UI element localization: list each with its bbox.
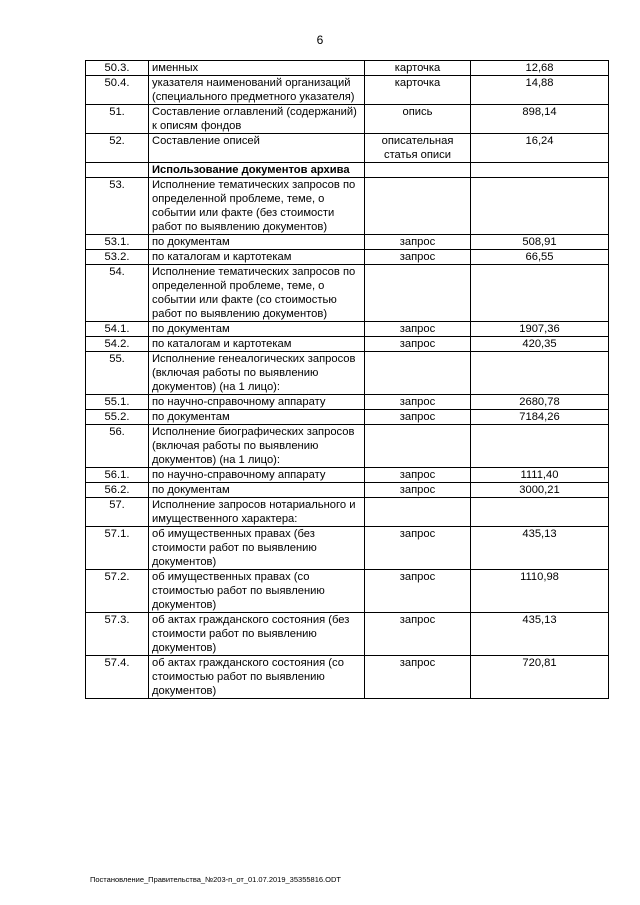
row-number-cell: 56.1. xyxy=(86,468,149,483)
table-row xyxy=(86,483,609,498)
table-row xyxy=(86,178,609,235)
table-row xyxy=(86,337,609,352)
row-number-cell: 57.4. xyxy=(86,656,149,699)
table-row xyxy=(86,61,609,76)
service-name-cell: об актах гражданского состояния (без стоимости работ по выявлению документов) xyxy=(149,613,365,656)
price-cell xyxy=(471,425,609,468)
service-name-cell: по научно-справочному аппарату xyxy=(149,468,365,483)
row-number-cell: 51. xyxy=(86,105,149,134)
service-name-cell: об имущественных правах (со стоимостью работ по выявлению документов) xyxy=(149,570,365,613)
unit-cell: запрос xyxy=(365,656,471,699)
row-number-cell: 52. xyxy=(86,134,149,163)
table-row xyxy=(86,265,609,322)
service-name-cell: об актах гражданского состояния (со стоимостью работ по выявлению документов) xyxy=(149,656,365,699)
section-header-row xyxy=(86,163,609,178)
row-number-cell: 55.2. xyxy=(86,410,149,425)
price-cell: 12,68 xyxy=(471,61,609,76)
price-cell xyxy=(471,178,609,235)
service-name-cell: Исполнение тематических запросов по определенной проблеме, теме, о событии или факте (со стоимостью работ по выявлению документов) xyxy=(149,265,365,322)
unit-cell: запрос xyxy=(365,250,471,265)
price-table-body xyxy=(86,61,609,699)
price-cell: 66,55 xyxy=(471,250,609,265)
unit-cell: карточка xyxy=(365,61,471,76)
price-cell: 1111,40 xyxy=(471,468,609,483)
price-cell: 14,88 xyxy=(471,76,609,105)
service-name-cell: Исполнение тематических запросов по определенной проблеме, теме, о событии или факте (без стоимости работ по выявлению документов) xyxy=(149,178,365,235)
unit-cell xyxy=(365,178,471,235)
unit-cell: запрос xyxy=(365,613,471,656)
unit-cell xyxy=(365,352,471,395)
unit-cell: опись xyxy=(365,105,471,134)
table-row xyxy=(86,76,609,105)
price-cell: 420,35 xyxy=(471,337,609,352)
row-number-cell: 56.2. xyxy=(86,483,149,498)
price-cell: 7184,26 xyxy=(471,410,609,425)
price-cell: 898,14 xyxy=(471,105,609,134)
unit-cell: запрос xyxy=(365,322,471,337)
row-number-cell: 54.1. xyxy=(86,322,149,337)
price-cell: 435,13 xyxy=(471,527,609,570)
unit-cell xyxy=(365,425,471,468)
service-name-cell: Исполнение запросов нотариального и имущественного характера: xyxy=(149,498,365,527)
price-table xyxy=(85,60,609,699)
service-name-cell: по документам xyxy=(149,235,365,250)
service-name-cell: по документам xyxy=(149,483,365,498)
unit-cell xyxy=(365,163,471,178)
price-cell xyxy=(471,265,609,322)
table-row xyxy=(86,352,609,395)
table-row xyxy=(86,322,609,337)
unit-cell: описательная статья описи xyxy=(365,134,471,163)
service-name-cell: именных xyxy=(149,61,365,76)
row-number-cell: 53. xyxy=(86,178,149,235)
table-row xyxy=(86,134,609,163)
row-number-cell: 53.1. xyxy=(86,235,149,250)
unit-cell: запрос xyxy=(365,468,471,483)
row-number-cell: 54.2. xyxy=(86,337,149,352)
row-number-cell: 53.2. xyxy=(86,250,149,265)
table-row xyxy=(86,105,609,134)
service-name-cell: Составление оглавлений (содержаний) к описям фондов xyxy=(149,105,365,134)
table-row xyxy=(86,613,609,656)
row-number-cell: 56. xyxy=(86,425,149,468)
price-cell: 1907,36 xyxy=(471,322,609,337)
table-row xyxy=(86,468,609,483)
service-name-cell: по научно-справочному аппарату xyxy=(149,395,365,410)
table-row xyxy=(86,425,609,468)
service-name-cell: Составление описей xyxy=(149,134,365,163)
unit-cell: запрос xyxy=(365,235,471,250)
row-number-cell: 57. xyxy=(86,498,149,527)
service-name-cell: Исполнение генеалогических запросов (включая работы по выявлению документов) (на 1 лицо): xyxy=(149,352,365,395)
unit-cell: карточка xyxy=(365,76,471,105)
service-name-cell: Использование документов архива xyxy=(149,163,365,178)
table-row xyxy=(86,395,609,410)
service-name-cell: по каталогам и картотекам xyxy=(149,337,365,352)
row-number-cell: 54. xyxy=(86,265,149,322)
table-row xyxy=(86,527,609,570)
unit-cell: запрос xyxy=(365,570,471,613)
table-row xyxy=(86,250,609,265)
table-row xyxy=(86,410,609,425)
price-cell: 435,13 xyxy=(471,613,609,656)
service-name-cell: указателя наименований организаций (специального предметного указателя) xyxy=(149,76,365,105)
unit-cell: запрос xyxy=(365,527,471,570)
price-cell xyxy=(471,352,609,395)
unit-cell xyxy=(365,265,471,322)
row-number-cell: 57.1. xyxy=(86,527,149,570)
price-cell xyxy=(471,498,609,527)
row-number-cell: 50.4. xyxy=(86,76,149,105)
service-name-cell: по каталогам и картотекам xyxy=(149,250,365,265)
service-name-cell: Исполнение биографических запросов (включая работы по выявлению документов) (на 1 лицо): xyxy=(149,425,365,468)
row-number-cell xyxy=(86,163,149,178)
table-row xyxy=(86,570,609,613)
row-number-cell: 57.3. xyxy=(86,613,149,656)
footer-filename: Постановление_Правительства_№203-п_от_01.07.2019_35355816.ODT xyxy=(90,875,341,884)
price-cell: 508,91 xyxy=(471,235,609,250)
row-number-cell: 57.2. xyxy=(86,570,149,613)
price-cell: 16,24 xyxy=(471,134,609,163)
row-number-cell: 50.3. xyxy=(86,61,149,76)
row-number-cell: 55.1. xyxy=(86,395,149,410)
unit-cell: запрос xyxy=(365,395,471,410)
price-cell: 3000,21 xyxy=(471,483,609,498)
service-name-cell: по документам xyxy=(149,410,365,425)
table-row xyxy=(86,235,609,250)
unit-cell: запрос xyxy=(365,410,471,425)
unit-cell: запрос xyxy=(365,337,471,352)
page-number: 6 xyxy=(316,33,324,47)
price-cell: 1110,98 xyxy=(471,570,609,613)
service-name-cell: об имущественных правах (без стоимости работ по выявлению документов) xyxy=(149,527,365,570)
price-cell xyxy=(471,163,609,178)
row-number-cell: 55. xyxy=(86,352,149,395)
table-row xyxy=(86,498,609,527)
unit-cell xyxy=(365,498,471,527)
unit-cell: запрос xyxy=(365,483,471,498)
table-row xyxy=(86,656,609,699)
price-cell: 2680,78 xyxy=(471,395,609,410)
price-cell: 720,81 xyxy=(471,656,609,699)
service-name-cell: по документам xyxy=(149,322,365,337)
